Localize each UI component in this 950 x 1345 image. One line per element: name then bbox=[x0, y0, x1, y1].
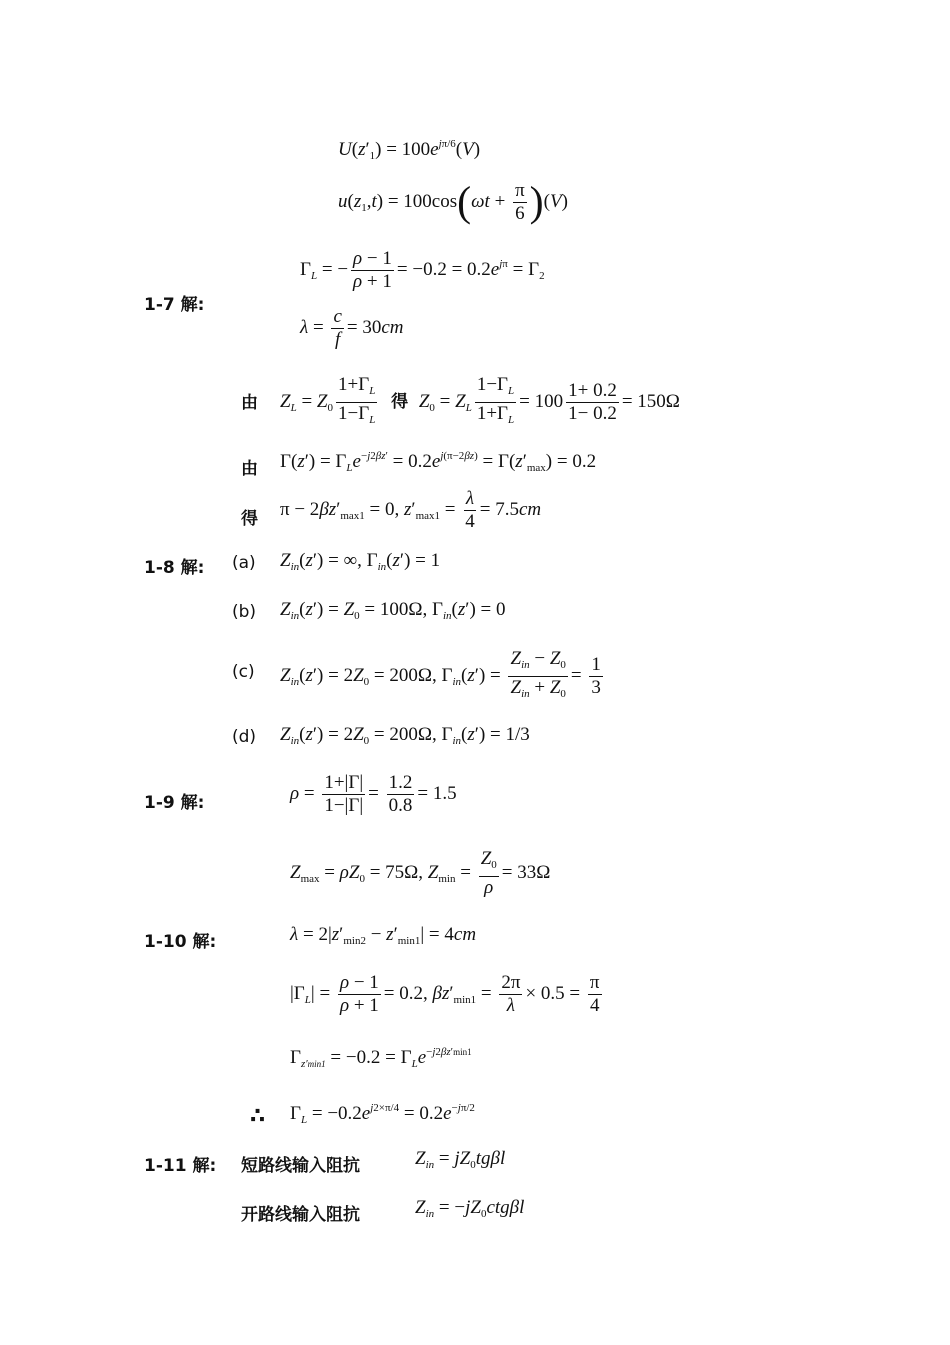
equation-gamma-zmin: $\Gamma_{z'min1} = -0.2 = \Gamma_Le^{-j2\beta z'min1}$ bbox=[290, 1046, 472, 1070]
equation-zmax: $\pi - 2\beta z'_{max1} = 0$, $z'_{max1}$ = $\frac{\lambda}{4}$ = 7.5cm bbox=[280, 488, 542, 532]
equation-open-circuit: $Z_{in} = -jZ_0ctg\beta l$ bbox=[415, 1197, 525, 1220]
equation-lambda-min: $\lambda = 2|z'_{min2} - z'_{min1}| = 4cm$ bbox=[290, 924, 477, 947]
equation-zmax-zmin: $Z_{max} = \rho Z_0 = 75\Omega$, $Z_{min}$ = $\frac{Z_0}{\rho}$ = 33Ω bbox=[290, 848, 551, 898]
equation-gamma-L: $\Gamma_L$ = − $\frac{\rho - 1}{\rho + 1}$ = $-0.2 = 0.2e^{j\pi} = \Gamma_2$ bbox=[300, 248, 545, 292]
equation-Z0: $Z_L = Z_0$ $\frac{1+\Gamma_L}{1-\Gamma_L}$ 得 $Z_0 = Z_L$ $\frac{1-\Gamma_L}{1+\Gamma_L}$ = 100 $\frac{1+ 0.2}{1- 0.2}$ = 150Ω bbox=[280, 374, 680, 426]
problem-1-7-label: 1-7 解: bbox=[144, 295, 205, 315]
you-label: 由 bbox=[241, 393, 258, 413]
problem-1-10-label: 1-10 解: bbox=[144, 932, 217, 952]
short-circuit-label: 短路线输入阻抗 bbox=[241, 1156, 360, 1176]
open-circuit-label: 开路线输入阻抗 bbox=[241, 1205, 360, 1225]
equation-8c: $Z_{in}(z') = 2Z_0 = 200\Omega$, $\Gamma_{in}(z')$ = $\frac{Z_{in} - Z_0}{Z_{in} + Z_0}$ = $\frac{1}{3}$ bbox=[280, 648, 601, 700]
equation-u-time: $u(z_1,t) = 100\cos(\omega t$ + $\frac{\pi}{6}$ )(V) bbox=[338, 179, 568, 226]
problem-1-11-label: 1-11 解: bbox=[144, 1156, 217, 1176]
equation-beta-z: $|\Gamma_L|$ = $\frac{\rho - 1}{\rho + 1}$ = 0.2, $\beta z'_{min1}$ = $\frac{2\pi}{\lambda}$ × 0.5 = $\frac{\pi}{4}$ bbox=[290, 972, 600, 1016]
equation-8d: $Z_{in}(z') = 2Z_0 = 200\Omega$, $\Gamma_{in}(z') = 1/3$ bbox=[280, 724, 530, 747]
tag-d: (d) bbox=[232, 727, 257, 747]
equation-gamma-L-final: $\Gamma_L = -0.2e^{j2\times\pi/4} = 0.2e^{-j\pi/2}$ bbox=[290, 1102, 475, 1126]
tag-b: (b) bbox=[232, 602, 257, 622]
de-label: 得 bbox=[241, 509, 258, 529]
tag-c: (c) bbox=[232, 662, 255, 682]
equation-rho: ρ = $\frac{1+|\Gamma|}{1-|\Gamma|}$ = $\frac{1.2}{0.8}$ = 1.5 bbox=[290, 772, 457, 816]
you-label-2: 由 bbox=[241, 459, 258, 479]
equation-8b: $Z_{in}(z') = Z_0 = 100\Omega$, $\Gamma_{in}(z') = 0$ bbox=[280, 599, 506, 622]
equation-short-circuit: $Z_{in} = jZ_0tg\beta l$ bbox=[415, 1148, 506, 1171]
equation-U-phasor: $U(z'_1) = 100e^{j\pi/6}(V)$ bbox=[338, 138, 481, 162]
equation-lambda: λ = $\frac{c}{f}$ = 30cm bbox=[300, 306, 404, 350]
tag-a: (a) bbox=[232, 553, 256, 573]
problem-1-8-label: 1-8 解: bbox=[144, 558, 205, 578]
equation-gamma-z: $\Gamma(z') = \Gamma_Le^{-j2\beta z'} = 0.2e^{j(\pi-2\beta z)} = \Gamma(z'_{max}) = 0.2$ bbox=[280, 450, 597, 474]
problem-1-9-label: 1-9 解: bbox=[144, 793, 205, 813]
therefore-symbol: ∴ bbox=[250, 1104, 266, 1129]
equation-8a: $Z_{in}(z')$ = ∞, $\Gamma_{in}(z') = 1$ bbox=[280, 550, 441, 573]
